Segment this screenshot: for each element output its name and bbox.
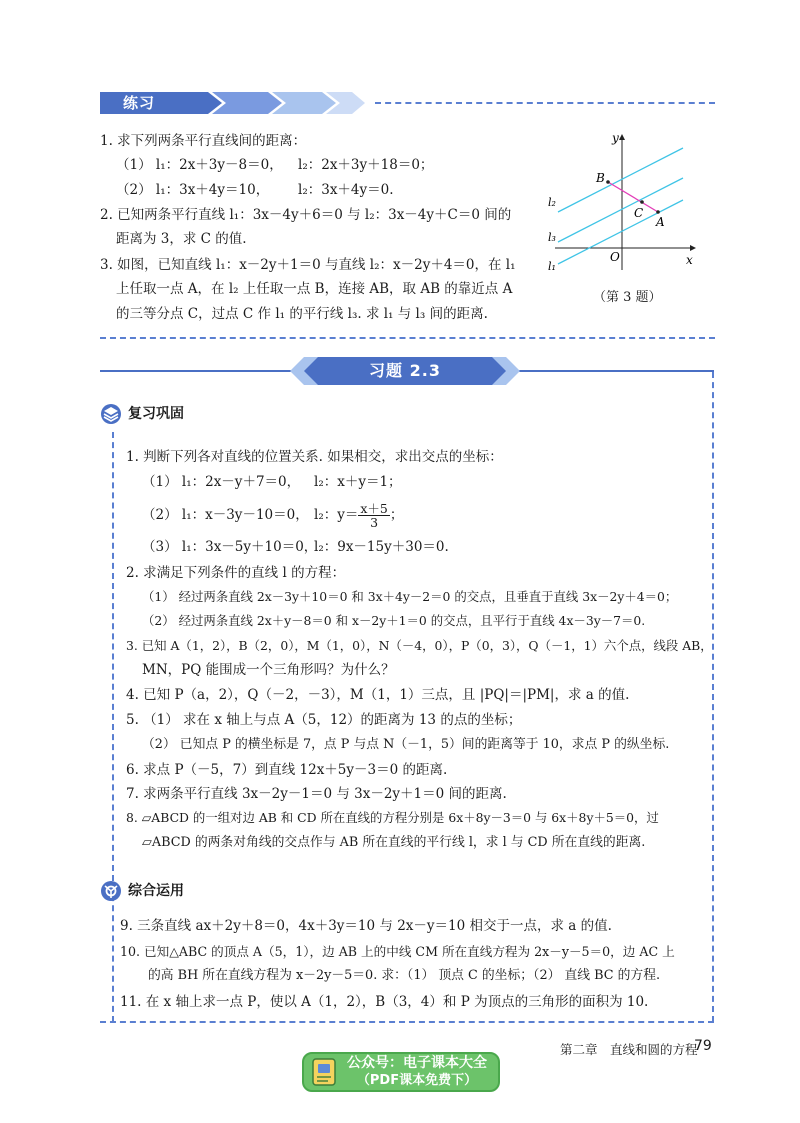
problem-1-part2-end: ； xyxy=(389,507,404,523)
problem-10-line1: 10. 已知△ABC 的顶点 A（5，1），边 AB 上的中线 CM 所在直线方程为 2x－y－5＝0，边 AC 上 xyxy=(120,944,675,959)
fraction-denominator: 3 xyxy=(370,515,379,530)
exercise-q1-part2-l2: l₂：3x＋4y＝0. xyxy=(298,182,394,198)
fraction xyxy=(358,502,390,529)
problem-1-part2-l2-prefix: l₂：y＝ xyxy=(314,507,359,523)
fraction-numerator: x＋5 xyxy=(360,501,388,516)
problems-right-border xyxy=(712,372,714,1022)
review-section-title: 复习巩固 xyxy=(128,406,184,422)
problem-1-part3-l1: （3） l₁：3x－5y＋10＝0， xyxy=(142,539,318,555)
apply-section-title: 综合运用 xyxy=(128,883,184,899)
problem-1-part3-l2: l₂：9x－15y＋30＝0. xyxy=(314,539,449,555)
page-number: 79 xyxy=(694,1038,712,1054)
chapter-footer: 第二章 直线和圆的方程 xyxy=(560,1042,698,1057)
problem-2-part2: （2） 经过两条直线 2x＋y－8＝0 和 x－2y＋1＝0 的交点，且平行于直线 4x－3y－7＝0. xyxy=(142,613,646,628)
label-C: C xyxy=(634,206,644,220)
exercise-q1-part1-l1: （1） l₁：2x＋3y－8＝0， xyxy=(116,157,283,173)
problem-1-part2-l1: （2） l₁：x－3y－10＝0， xyxy=(142,507,309,523)
point-C xyxy=(640,200,644,204)
problem-2: 2. 求满足下列条件的直线 l 的方程： xyxy=(126,565,346,581)
label-x: x xyxy=(686,253,693,267)
problem-11: 11. 在 x 轴上求一点 P，使以 A（1，2），B（3，4）和 P 为顶点的三角形的面积为 10. xyxy=(120,994,649,1010)
label-l1: l₁ xyxy=(548,260,556,273)
watermark-line1: 公众号：电子课本大全 xyxy=(347,1055,487,1071)
label-l3: l₃ xyxy=(548,231,556,244)
exercise-q3-line3: 的三等分点 C，过点 C 作 l₁ 的平行线 l₃. 求 l₁ 与 l₃ 间的距离. xyxy=(116,306,488,322)
problem-2-part1: （1） 经过两条直线 2x－3y＋10＝0 和 3x＋4y－2＝0 的交点，且垂直于直线 3x－2y＋4＝0； xyxy=(142,589,678,604)
line-l2 xyxy=(558,148,683,212)
y-axis xyxy=(619,134,625,270)
figure-caption: （第 3 题） xyxy=(593,290,662,305)
exercise-bottom-divider xyxy=(100,337,715,339)
problems-bottom-divider xyxy=(100,1021,714,1023)
point-A xyxy=(656,210,660,214)
problem-7: 7. 求两条平行直线 3x－2y－1＝0 与 3x－2y＋1＝0 间的距离. xyxy=(126,786,507,802)
problem-3-line1: 3. 已知 A（1，2），B（2，0），M（1，0），N（－4，0），P（0，3），Q（－1，1）六个点，线段 AB， xyxy=(126,638,713,653)
problem-10-line2: 的高 BH 所在直线方程为 x－2y－5＝0. 求：（1） 顶点 C 的坐标；（2） 直线 BC 的方程. xyxy=(148,968,661,983)
problem-1-part2-l2 xyxy=(314,497,403,533)
exercise-figure xyxy=(540,130,710,280)
problem-5-part1: 5. （1） 求在 x 轴上与点 A（5，12）的距离为 13 的点的坐标； xyxy=(126,712,522,728)
exercise-q2-line2: 距离为 3，求 C 的值. xyxy=(116,231,247,247)
point-B xyxy=(606,180,610,184)
exercise-q3-line1: 3. 如图，已知直线 l₁：x－2y＋1＝0 与直线 l₂：x－2y＋4＝0，在 l₁ xyxy=(100,257,516,273)
x-axis xyxy=(555,245,696,251)
problem-1-part1-l1: （1） l₁：2x－y＋7＝0， xyxy=(142,474,301,490)
problem-8-line1: 8. ▱ABCD 的一组对边 AB 和 CD 所在直线的方程分别是 6x＋8y－3＝0 与 6x＋8y＋5＝0，过 xyxy=(126,810,659,825)
watermark-line2: （PDF课本免费下） xyxy=(356,1073,478,1088)
exercise-q3-line2: 上任取一点 A，在 l₂ 上任取一点 B，连接 AB，取 AB 的靠近点 A xyxy=(116,281,513,297)
label-l2: l₂ xyxy=(548,196,556,209)
label-y: y xyxy=(612,131,619,145)
exercise-q1: 1. 求下列两条平行直线间的距离： xyxy=(100,133,307,149)
segment-AB xyxy=(608,182,658,212)
exercise-q2-line1: 2. 已知两条平行直线 l₁：3x－4y＋6＝0 与 l₂：3x－4y＋C＝0 间的 xyxy=(100,207,512,223)
problem-6: 6. 求点 P（－5，7）到直线 12x＋5y－3＝0 的距离. xyxy=(126,762,448,778)
exercise-q1-part2-l1: （2） l₁：3x＋4y＝10， xyxy=(116,182,270,198)
exercise-top-divider xyxy=(375,102,715,104)
exercise-title: 练习 xyxy=(123,94,156,112)
review-section-icon xyxy=(100,403,122,425)
problems-left-border xyxy=(112,432,114,1022)
label-B: B xyxy=(596,171,605,185)
problems-title: 习题 2.3 xyxy=(369,361,441,380)
problem-9: 9. 三条直线 ax＋2y＋8＝0，4x＋3y＝10 与 2x－y＝10 相交于一点，求 a 的值. xyxy=(120,918,612,934)
label-O: O xyxy=(610,250,620,264)
problem-1: 1. 判断下列各对直线的位置关系. 如果相交，求出交点的坐标： xyxy=(126,449,503,465)
problem-4: 4. 已知 P（a，2），Q（－2，－3），M（1，1）三点，且 |PQ|＝|PM|，求 a 的值. xyxy=(126,687,630,703)
apply-section-icon xyxy=(100,880,122,902)
problem-1-part1-l2: l₂：x＋y＝1； xyxy=(314,474,402,490)
problem-8-line2: ▱ABCD 的两条对角线的交点作与 AB 所在直线的平行线 l，求 l 与 CD 所在直线的距离. xyxy=(142,835,646,850)
exercise-q1-part1-l2: l₂：2x＋3y＋18＝0； xyxy=(298,157,434,173)
label-A: A xyxy=(656,215,665,229)
book-icon xyxy=(310,1056,338,1088)
problem-5-part2: （2） 已知点 P 的横坐标是 7，点 P 与点 N（－1，5）间的距离等于 10，求点 P 的纵坐标. xyxy=(142,737,670,752)
problem-3-line2: MN，PQ 能围成一个三角形吗？为什么？ xyxy=(142,662,395,678)
